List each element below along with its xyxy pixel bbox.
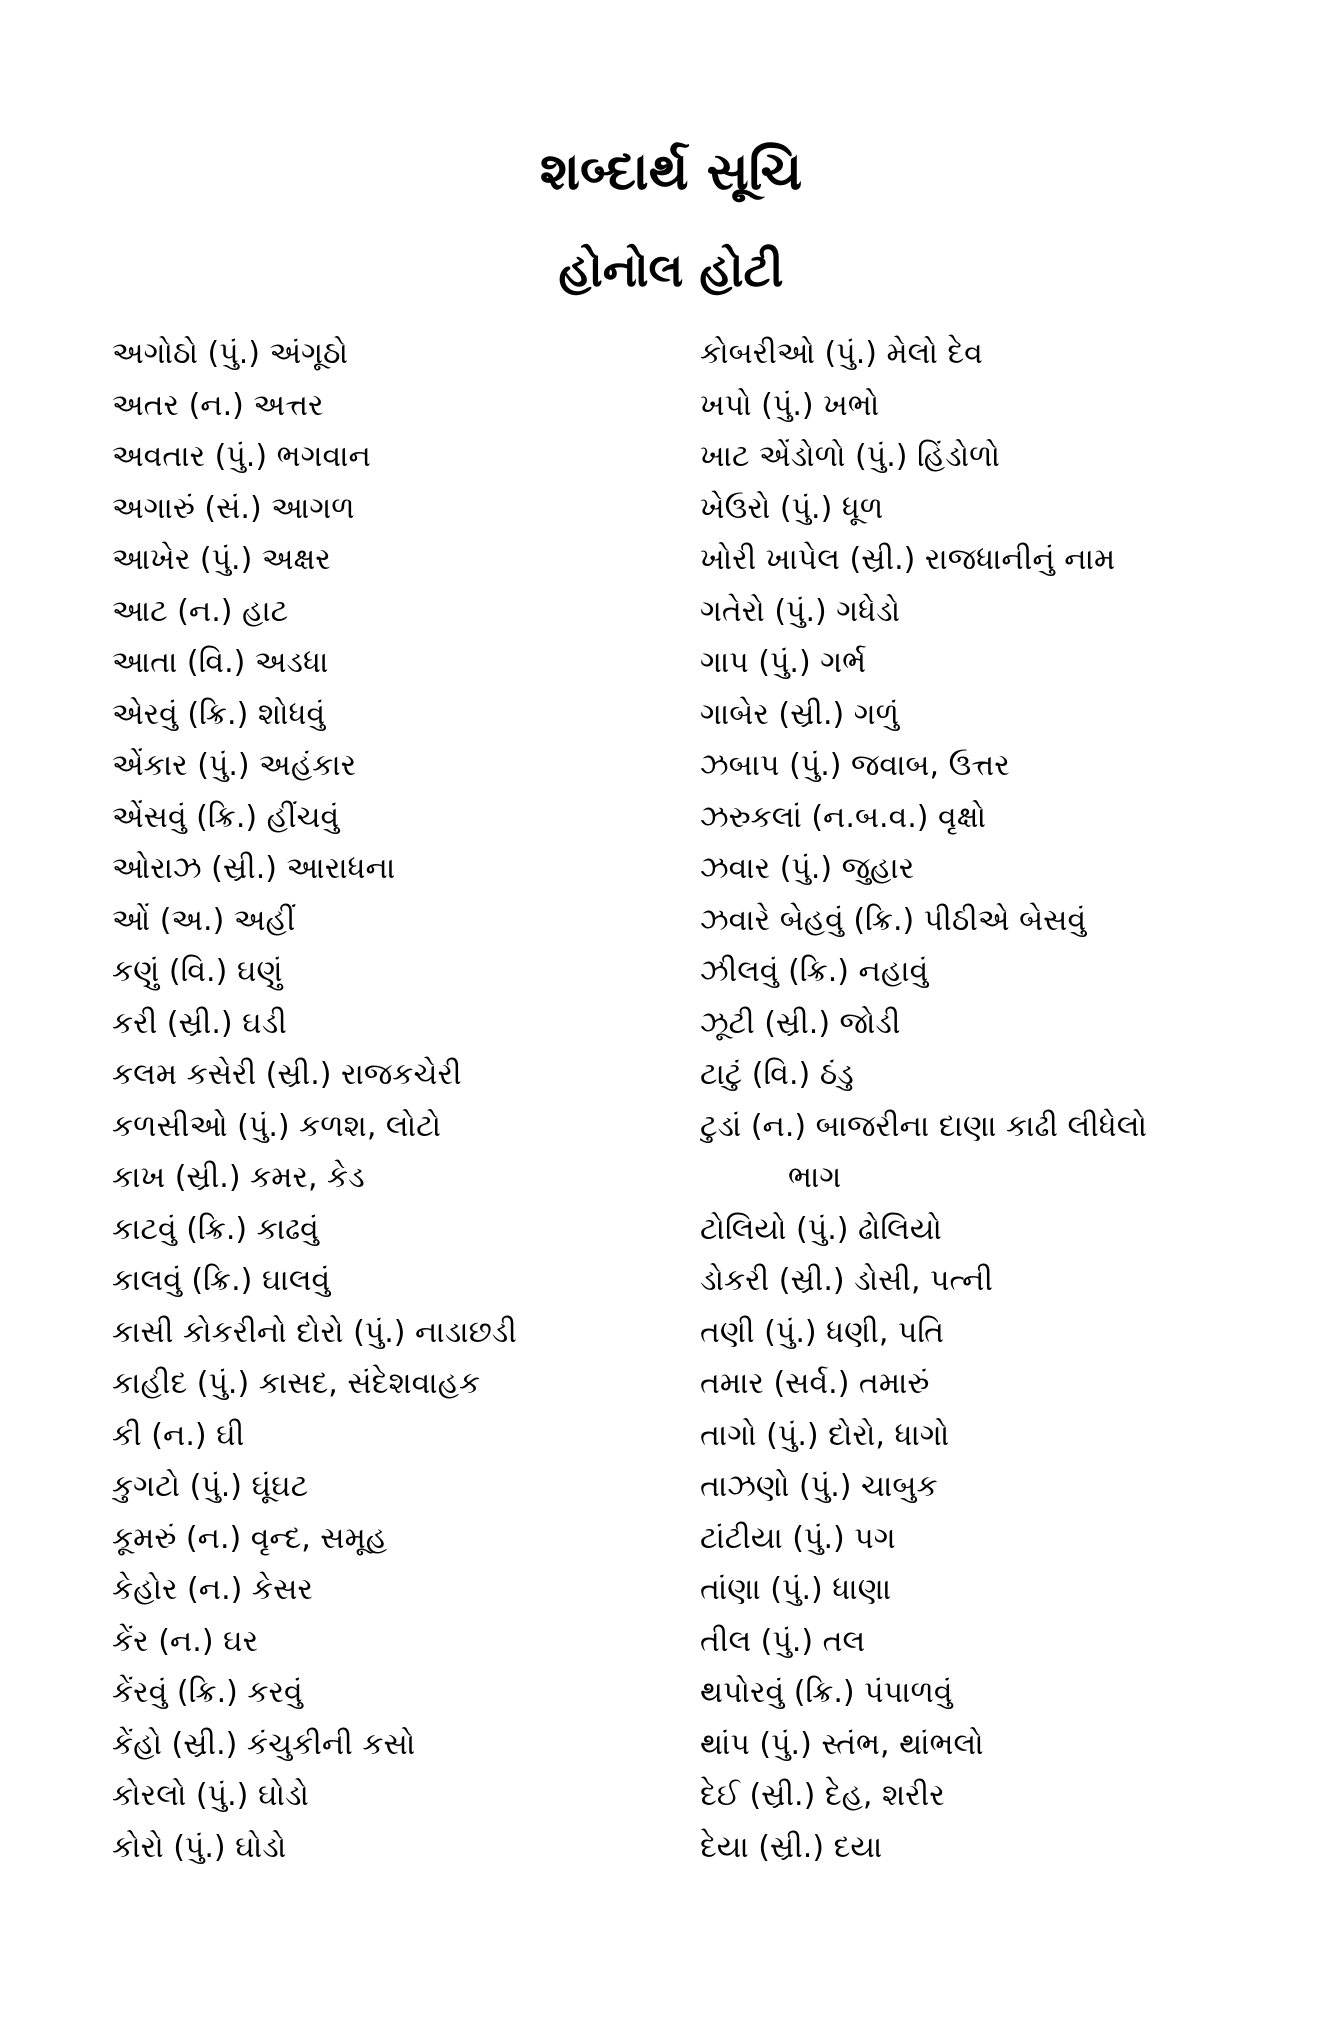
glossary-entry: અવતાર (પું.) ભગવાન — [112, 439, 371, 474]
glossary-entry: કોરો (પું.) ઘોડો — [112, 1829, 287, 1865]
glossary-entry: તાંણા (પું.) ધાણા — [700, 1572, 892, 1607]
glossary-entry: કી (ન.) ઘી — [112, 1417, 245, 1453]
glossary-entry: એંસવું (ક્રિ.) હીંચવું — [112, 799, 340, 835]
section-subtitle: હોનોલ હોટી — [558, 243, 784, 297]
glossary-entry: તણી (પું.) ધણી, પતિ — [700, 1314, 945, 1350]
glossary-entry: ખાટ એંડોળો (પું.) હિંડોળો — [700, 439, 1000, 474]
glossary-entry: ઓરાઝ (સ્રી.) આરાધના — [112, 851, 396, 886]
glossary-entry: કાખ (સ્રી.) કમર, કેડ — [112, 1160, 365, 1195]
glossary-entry: તાગો (પું.) દોરો, ધાગો — [700, 1417, 950, 1453]
glossary-entry: કોરલો (પું.) ઘોડો — [112, 1778, 309, 1813]
glossary-entry: કોબરીઓ (પું.) મેલો દેવ — [700, 336, 983, 371]
page-title: શબ્દાર્થ સૂચિ — [539, 142, 803, 202]
glossary-entry: કાહીદ (પું.) કાસદ, સંદેશવાહક — [112, 1366, 481, 1401]
glossary-entry: આતા (વિ.) અડધા — [112, 645, 329, 680]
glossary-entry: ખેઉરો (પું.) ધૂળ — [700, 490, 884, 526]
glossary-entry: કળસીઓ (પું.) કળશ, લોટો — [112, 1108, 442, 1144]
glossary-entry: કાસી કોકરીનો દોરો (પું.) નાડાછડી — [112, 1314, 517, 1350]
glossary-entry: ખપો (પું.) ખભો — [700, 387, 880, 423]
glossary-entry: તીલ (પું.) તલ — [700, 1623, 866, 1659]
glossary-entry: કેંહો (સ્રી.) કંચુકીની કસો — [112, 1726, 416, 1762]
glossary-entry: ખોરી ખાપેલ (સ્રી.) રાજધાનીનું નામ — [700, 542, 1116, 577]
glossary-entry: તાઝણો (પું.) ચાબુક — [700, 1469, 938, 1504]
glossary-entry: થપોરવું (ક્રિ.) પંપાળવું — [700, 1675, 953, 1710]
glossary-entry: થાંપ (પું.) સ્તંભ, થાંભલો — [700, 1726, 984, 1762]
glossary-entry: ઝીલવું (ક્રિ.) નહાવું — [700, 954, 929, 989]
glossary-entry: કુગટો (પું.) ઘૂંઘટ — [112, 1469, 309, 1504]
glossary-entry: ગતેરો (પું.) ગધેડો — [700, 593, 901, 629]
glossary-entry: કેંર (ન.) ઘર — [112, 1623, 259, 1659]
glossary-entry: ટાંટીયા (પું.) પગ — [700, 1520, 896, 1556]
glossary-entry: ટોલિયો (પું.) ઢોલિયો — [700, 1211, 942, 1247]
glossary-entry: કાલવું (ક્રિ.) ઘાલવું — [112, 1263, 331, 1298]
glossary-entry: અગારું (સં.) આગળ — [112, 490, 355, 526]
glossary-entry: ઝબાપ (પું.) જવાબ, ઉત્તર — [700, 748, 1010, 783]
glossary-entry: કરી (સ્રી.) ઘડી — [112, 1005, 287, 1041]
glossary-entry: ઝરુકલાં (ન.બ.વ.) વૃક્ષો — [700, 799, 987, 835]
glossary-entry: અતર (ન.) અત્તર — [112, 387, 324, 423]
glossary-entry: ભાગ — [788, 1160, 842, 1195]
glossary-entry: ટાટું (વિ.) ઠંડુ — [700, 1057, 854, 1092]
glossary-entry: ગાબેર (સ્રી.) ગળું — [700, 696, 900, 732]
glossary-entry: કેહોર (ન.) કેસર — [112, 1572, 313, 1607]
glossary-entry: એંકાર (પું.) અહંકાર — [112, 748, 357, 783]
glossary-entry: આખેર (પું.) અક્ષર — [112, 542, 331, 577]
glossary-entry: ગાપ (પું.) ગર્ભ — [700, 645, 867, 680]
glossary-entry: કણું (વિ.) ઘણું — [112, 954, 283, 989]
glossary-entry: ઝૂટી (સ્રી.) જોડી — [700, 1005, 901, 1041]
glossary-right-column — [700, 328, 1260, 1873]
glossary-entry: એરવું (ક્રિ.) શોધવું — [112, 696, 326, 732]
glossary-entry: ઓં (અ.) અહીં — [112, 902, 296, 938]
glossary-entry: કાટવું (ક્રિ.) કાઢવું — [112, 1211, 319, 1247]
glossary-entry: ઝવારે બેહવું (ક્રિ.) પીઠીએ બેસવું — [700, 902, 1087, 938]
glossary-entry: કેંરવું (ક્રિ.) કરવું — [112, 1675, 303, 1710]
glossary-entry: દેયા (સ્રી.) દયા — [700, 1829, 883, 1865]
glossary-entry: કલમ કસેરી (સ્રી.) રાજકચેરી — [112, 1057, 462, 1092]
glossary-entry: તમાર (સર્વ.) તમારું — [700, 1366, 930, 1401]
glossary-entry: ઝવાર (પું.) જુહાર — [700, 851, 915, 886]
glossary-entry: આટ (ન.) હાટ — [112, 593, 289, 629]
glossary-entry: ડોકરી (સ્રી.) ડોસી, પત્ની — [700, 1263, 993, 1298]
glossary-entry: કૂમરું (ન.) વૃન્દ, સમૂહ — [112, 1520, 388, 1556]
glossary-entry: અગોઠો (પું.) અંગૂઠો — [112, 336, 349, 371]
glossary-entry: દેઈ (સ્રી.) દેહ, શરીર — [700, 1778, 945, 1813]
glossary-left-column — [112, 328, 672, 1873]
glossary-entry: ટુડાં (ન.) બાજરીના દાણા કાઢી લીધેલો — [700, 1108, 1147, 1144]
